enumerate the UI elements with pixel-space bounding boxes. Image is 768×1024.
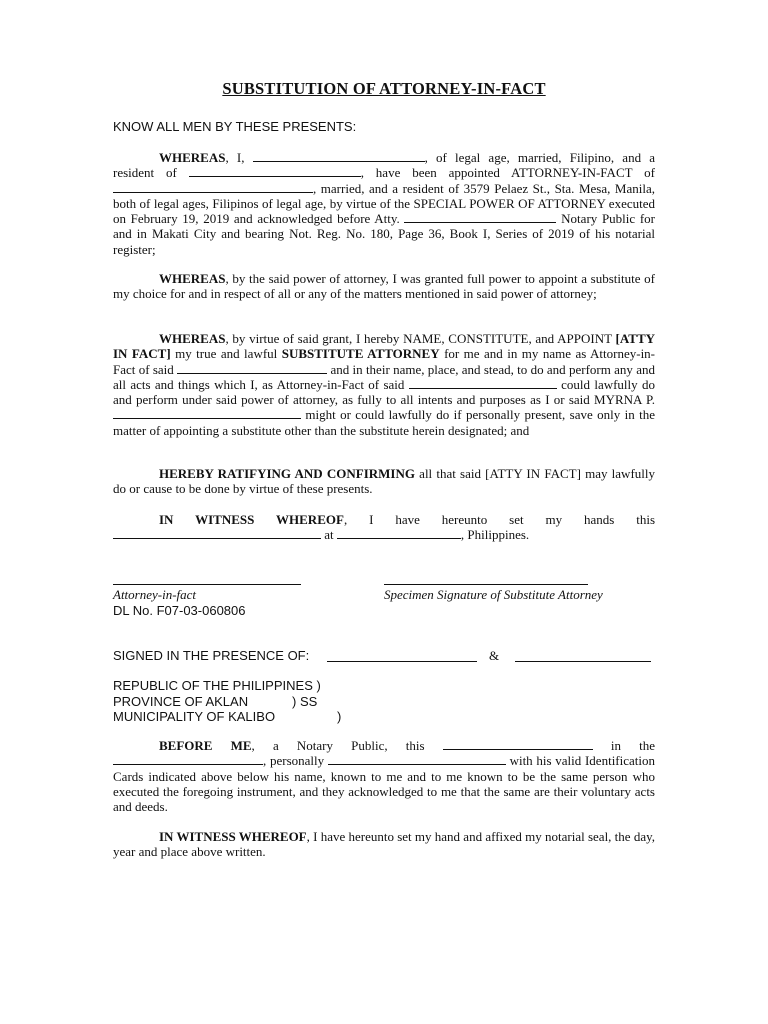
whereas-lead: WHEREAS	[159, 271, 226, 286]
text: all that said [ATTY IN FACT] may lawfully do or cause to be done by virtue of these presents.	[113, 466, 656, 497]
blank-line	[404, 211, 556, 223]
text: , a Notary Public, this	[251, 738, 425, 753]
text: , of legal age, married, Filipino, and a resident of	[113, 150, 655, 181]
text: , personally	[263, 753, 325, 769]
ratifying-paragraph	[113, 466, 655, 497]
text: with his valid Identification Cards indicated above below his name, known to me and to me known to be the same person who executed the foregoing instrument, and they acknowledged to me that the same are their voluntary acts and deeds.	[113, 753, 656, 815]
text: at	[324, 527, 334, 543]
text: could lawfully do and perform under said power of attorney, as fully to all intents and purposes as I or said MYRNA P.	[113, 376, 655, 408]
text: and in their name, place, and stead, to do and perform any and all acts and things which I, as Attorney-in-Fact of said	[113, 361, 656, 392]
text: Notary Public for and in Makati City and bearing Not. Reg. No. 180, Page 36, Book I, Series of 2019 of his notarial register;	[113, 211, 656, 257]
before-me-paragraph	[113, 738, 655, 814]
whereas-paragraph-2	[113, 271, 655, 302]
text: in the	[610, 738, 655, 753]
text: , by virtue of said grant, I hereby NAME, CONSTITUTE, and APPOINT	[225, 331, 612, 346]
blank-line	[113, 181, 313, 193]
notarial-witness-lead: IN WITNESS WHEREOF	[159, 829, 307, 844]
venue-municipality: MUNICIPALITY OF KALIBO	[113, 709, 276, 724]
blank-line	[253, 150, 425, 162]
text: , I have hereunto set my hands this	[343, 512, 656, 527]
text: , have been appointed ATTORNEY-IN-FACT of	[360, 165, 656, 181]
notarial-witness-paragraph	[113, 829, 655, 860]
blank-line	[443, 738, 593, 750]
text: , Philippines.	[460, 527, 530, 543]
whereas-lead: WHEREAS	[159, 331, 226, 346]
atty-in-fact-bold: [ATTY IN FACT]	[113, 331, 655, 362]
witness-2-line	[515, 661, 651, 662]
before-me-lead: BEFORE ME	[159, 738, 252, 753]
blank-line	[328, 753, 506, 765]
blank-line	[113, 407, 301, 419]
venue-republic: REPUBLIC OF THE PHILIPPINES )	[113, 678, 321, 693]
venue-ss: ) SS	[292, 694, 318, 709]
attorney-in-fact-label: Attorney-in-fact	[113, 587, 197, 602]
intro-line: KNOW ALL MEN BY THESE PRESENTS:	[113, 119, 357, 134]
text: , I have hereunto set my hand and affixed my notarial seal, the day, year and place above written.	[113, 829, 655, 860]
whereas-paragraph-1	[113, 150, 655, 257]
text: my true and lawful	[175, 346, 278, 362]
blank-line	[113, 527, 321, 539]
ratifying-lead: HEREBY RATIFYING AND CONFIRMING	[159, 466, 415, 481]
witness-lead: IN WITNESS WHEREOF	[159, 512, 344, 527]
witness-1-line	[327, 661, 477, 662]
document-title: SUBSTITUTION OF ATTORNEY-IN-FACT	[222, 79, 546, 98]
venue-paren: )	[337, 709, 342, 724]
blank-line	[409, 377, 557, 389]
ampersand: &	[489, 648, 500, 663]
blank-line	[189, 165, 361, 177]
blank-line	[113, 753, 263, 765]
specimen-signature-line	[384, 584, 588, 585]
text: might or could lawfully do if personally present, save only in the matter of appointing a substitute other than the substitute herein designated; and	[113, 407, 656, 438]
substitute-attorney-bold: SUBSTITUTE ATTORNEY	[281, 346, 440, 362]
text: , married, and a resident of 3579 Pelaez St., Sta. Mesa, Manila, both of legal ages, Filipinos of legal age, by virtue of the SPECIAL POWER OF ATTORNEY executed on February 19, 2019 and acknowledged before Atty.	[113, 180, 655, 227]
specimen-signature-label: Specimen Signature of Substitute Attorney	[384, 587, 603, 602]
witness-paragraph	[113, 512, 655, 543]
whereas-paragraph-3	[113, 331, 655, 438]
text: , I,	[225, 150, 245, 165]
venue-province: PROVINCE OF AKLAN	[113, 694, 249, 709]
dl-number: DL No. F07-03-060806	[113, 603, 246, 618]
attorney-signature-line	[113, 584, 301, 585]
whereas-lead: WHEREAS	[159, 150, 226, 165]
text: , by the said power of attorney, I was granted full power to appoint a substitute of my choice for and in respect of all or any of the matters mentioned in said power of attorney;	[113, 271, 655, 302]
blank-line	[177, 362, 327, 374]
blank-line	[337, 527, 461, 539]
signed-presence-label: SIGNED IN THE PRESENCE OF:	[113, 648, 310, 663]
text: for me and in my name as Attorney-in-Fact of said	[113, 346, 656, 377]
